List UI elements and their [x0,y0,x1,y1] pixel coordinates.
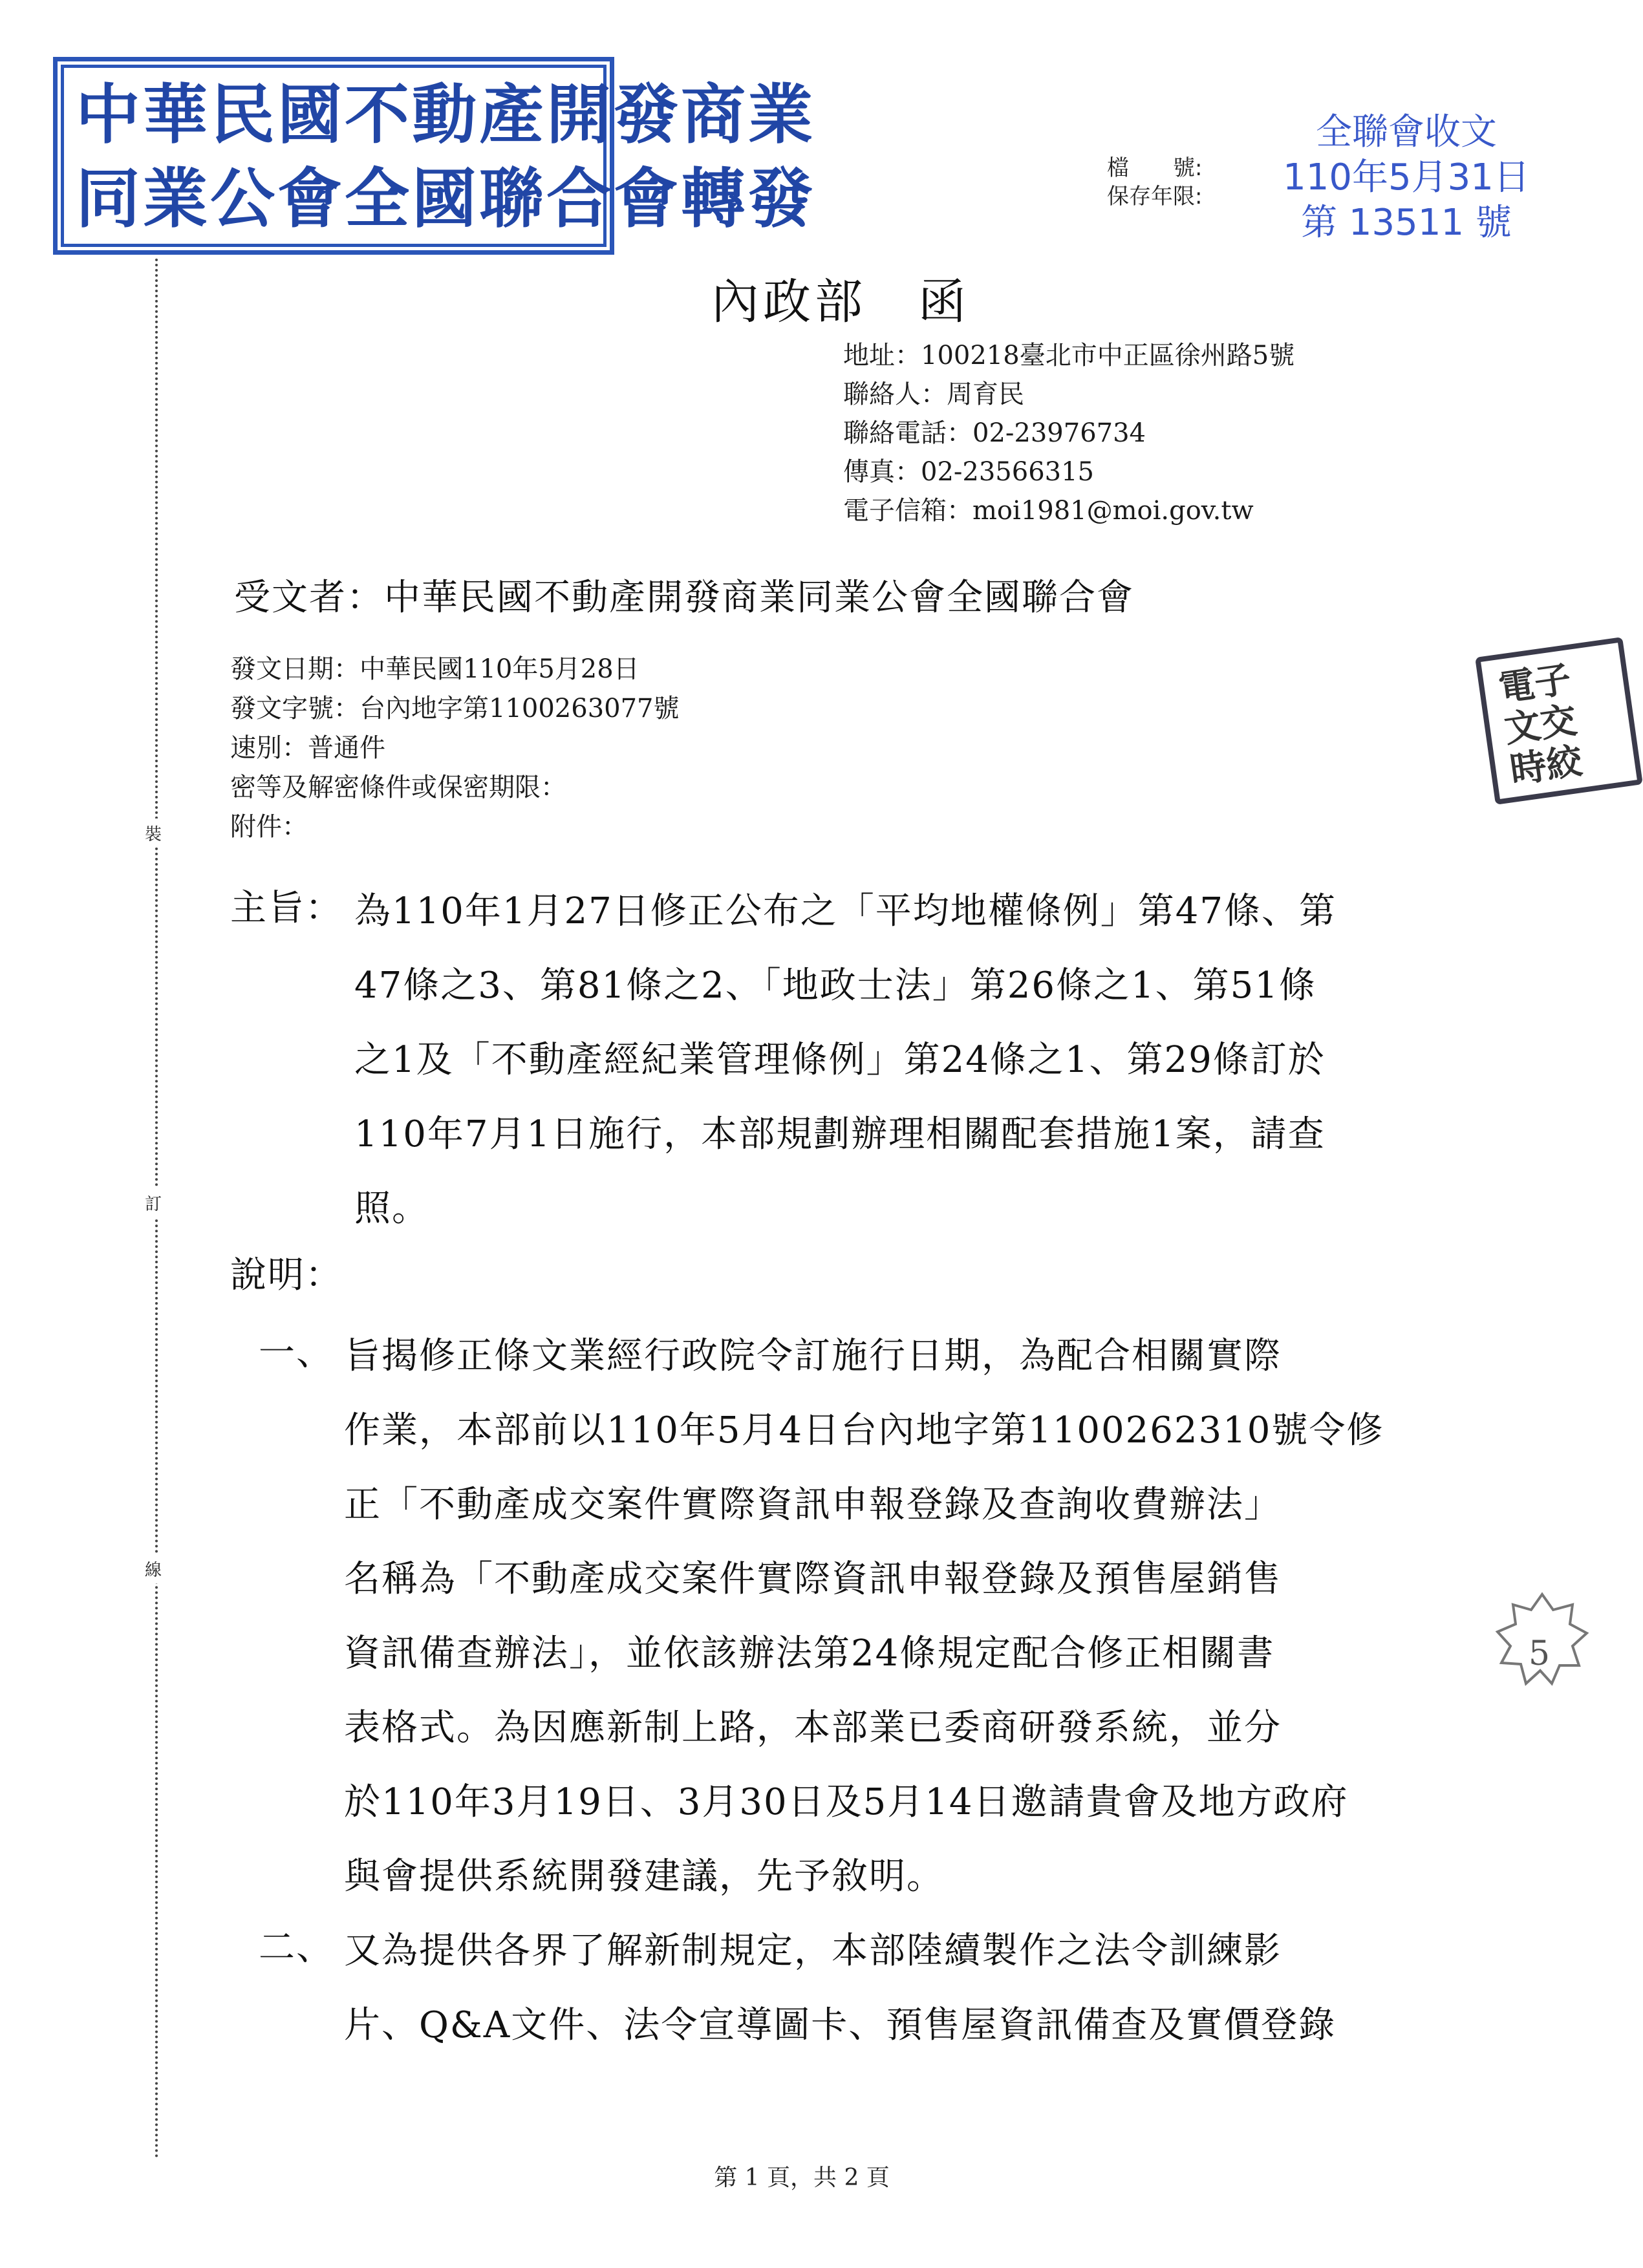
staple-mark: 訂 [145,1188,162,1217]
retention-label: 保存年限: [1107,184,1203,209]
subject-body [354,874,1408,1246]
attachment: 附件： [230,812,308,842]
forwarding-stamp-line1: 中華民國不動產開發商業 [76,77,815,153]
secrecy-level: 密等及解密條件或保密期限： [230,773,566,802]
forwarding-stamp [53,57,815,255]
bind-mark: 裝 [145,818,162,848]
item-line: 正「不動產成交案件實際資訊申報登錄及查詢收費辦法」 [344,1484,1282,1526]
item-line: 資訊備查辦法」，並依該辦法第24條規定配合修正相關書 [344,1632,1275,1674]
item-line: 於110年3月19日、3月30日及5月14日邀請貴會及地方政府 [344,1781,1349,1823]
document-meta [230,650,680,847]
edge-stamp-line2: 文交 [1501,699,1580,751]
subject-line: 47條之3、第81條之2、「地政士法」第26條之1、第51條 [354,965,1316,1007]
sender-contact: 聯絡人：周育民 [843,380,1024,409]
subject-label: 主旨： [230,887,343,929]
page-footer: 第 1 頁，共 2 頁 [714,2165,890,2191]
subject-line: 之1及「不動產經紀業管理條例」第24條之1、第29條訂於 [354,1039,1326,1081]
explanation-item [344,1319,1411,1914]
receipt-stamp-line3: 第 13511 號 [1301,202,1512,244]
recipient: 受文者：中華民國不動產開發商業同業公會全國聯合會 [234,577,1134,619]
sender-address: 地址：100218臺北市中正區徐州路5號 [843,341,1295,370]
sender-phone: 聯絡電話：02-23976734 [843,418,1146,448]
edge-seal-number: 5 [1529,1634,1551,1673]
item-marker: 二、 [259,1927,334,1969]
receipt-stamp-line2: 110年5月31日 [1283,156,1530,198]
edge-stamp-line1: 電子 [1496,658,1574,711]
item-line: 作業，本部前以110年5月4日台內地字第1100262310號令修 [344,1409,1384,1451]
line-mark: 線 [145,1554,162,1583]
item-line: 表格式。為因應新制上路，本部業已委商研發系統，並分 [344,1707,1282,1749]
document-title: 內政部 函 [711,274,970,330]
issue-date: 發文日期：中華民國110年5月28日 [230,654,639,684]
item-line: 片、Q&A文件、法令宣導圖卡、預售屋資訊備查及實價登錄 [344,2004,1337,2046]
subject-line: 為110年1月27日修正公布之「平均地權條例」第47條、第 [354,890,1337,932]
sender-fax: 傳真：02-23566315 [843,457,1095,487]
item-line: 又為提供各界了解新制規定，本部陸續製作之法令訓練影 [344,1930,1282,1972]
edge-stamp-line3: 時絞 [1507,740,1585,792]
subject-line: 照。 [354,1188,429,1230]
receipt-stamp-line1: 全聯會收文 [1316,111,1497,153]
edge-stamp [1475,637,1643,805]
file-number-label: 檔 號: [1107,155,1203,181]
item-line: 名稱為「不動產成交案件實際資訊申報登錄及預售屋銷售 [344,1558,1282,1600]
item-marker: 一、 [259,1332,334,1374]
receipt-stamp [1280,110,1532,246]
item-line: 與會提供系統開發建議，先予敘明。 [344,1856,944,1898]
archive-info [1107,154,1202,211]
subject-line: 110年7月1日施行，本部規劃辦理相關配套措施1案，請查 [354,1113,1326,1155]
issue-number: 發文字號：台內地字第1100263077號 [230,694,680,723]
explanation-item [344,1914,1411,2062]
sender-email: 電子信箱：moi1981@moi.gov.tw [843,496,1254,526]
forwarding-stamp-line2: 同業公會全國聯合會轉發 [76,161,815,237]
explanation-label: 說明： [230,1254,343,1296]
sender-info [843,336,1294,530]
speed-class: 速別：普通件 [230,733,385,763]
item-line: 旨揭修正條文業經行政院令訂施行日期，為配合相關實際 [344,1335,1282,1377]
